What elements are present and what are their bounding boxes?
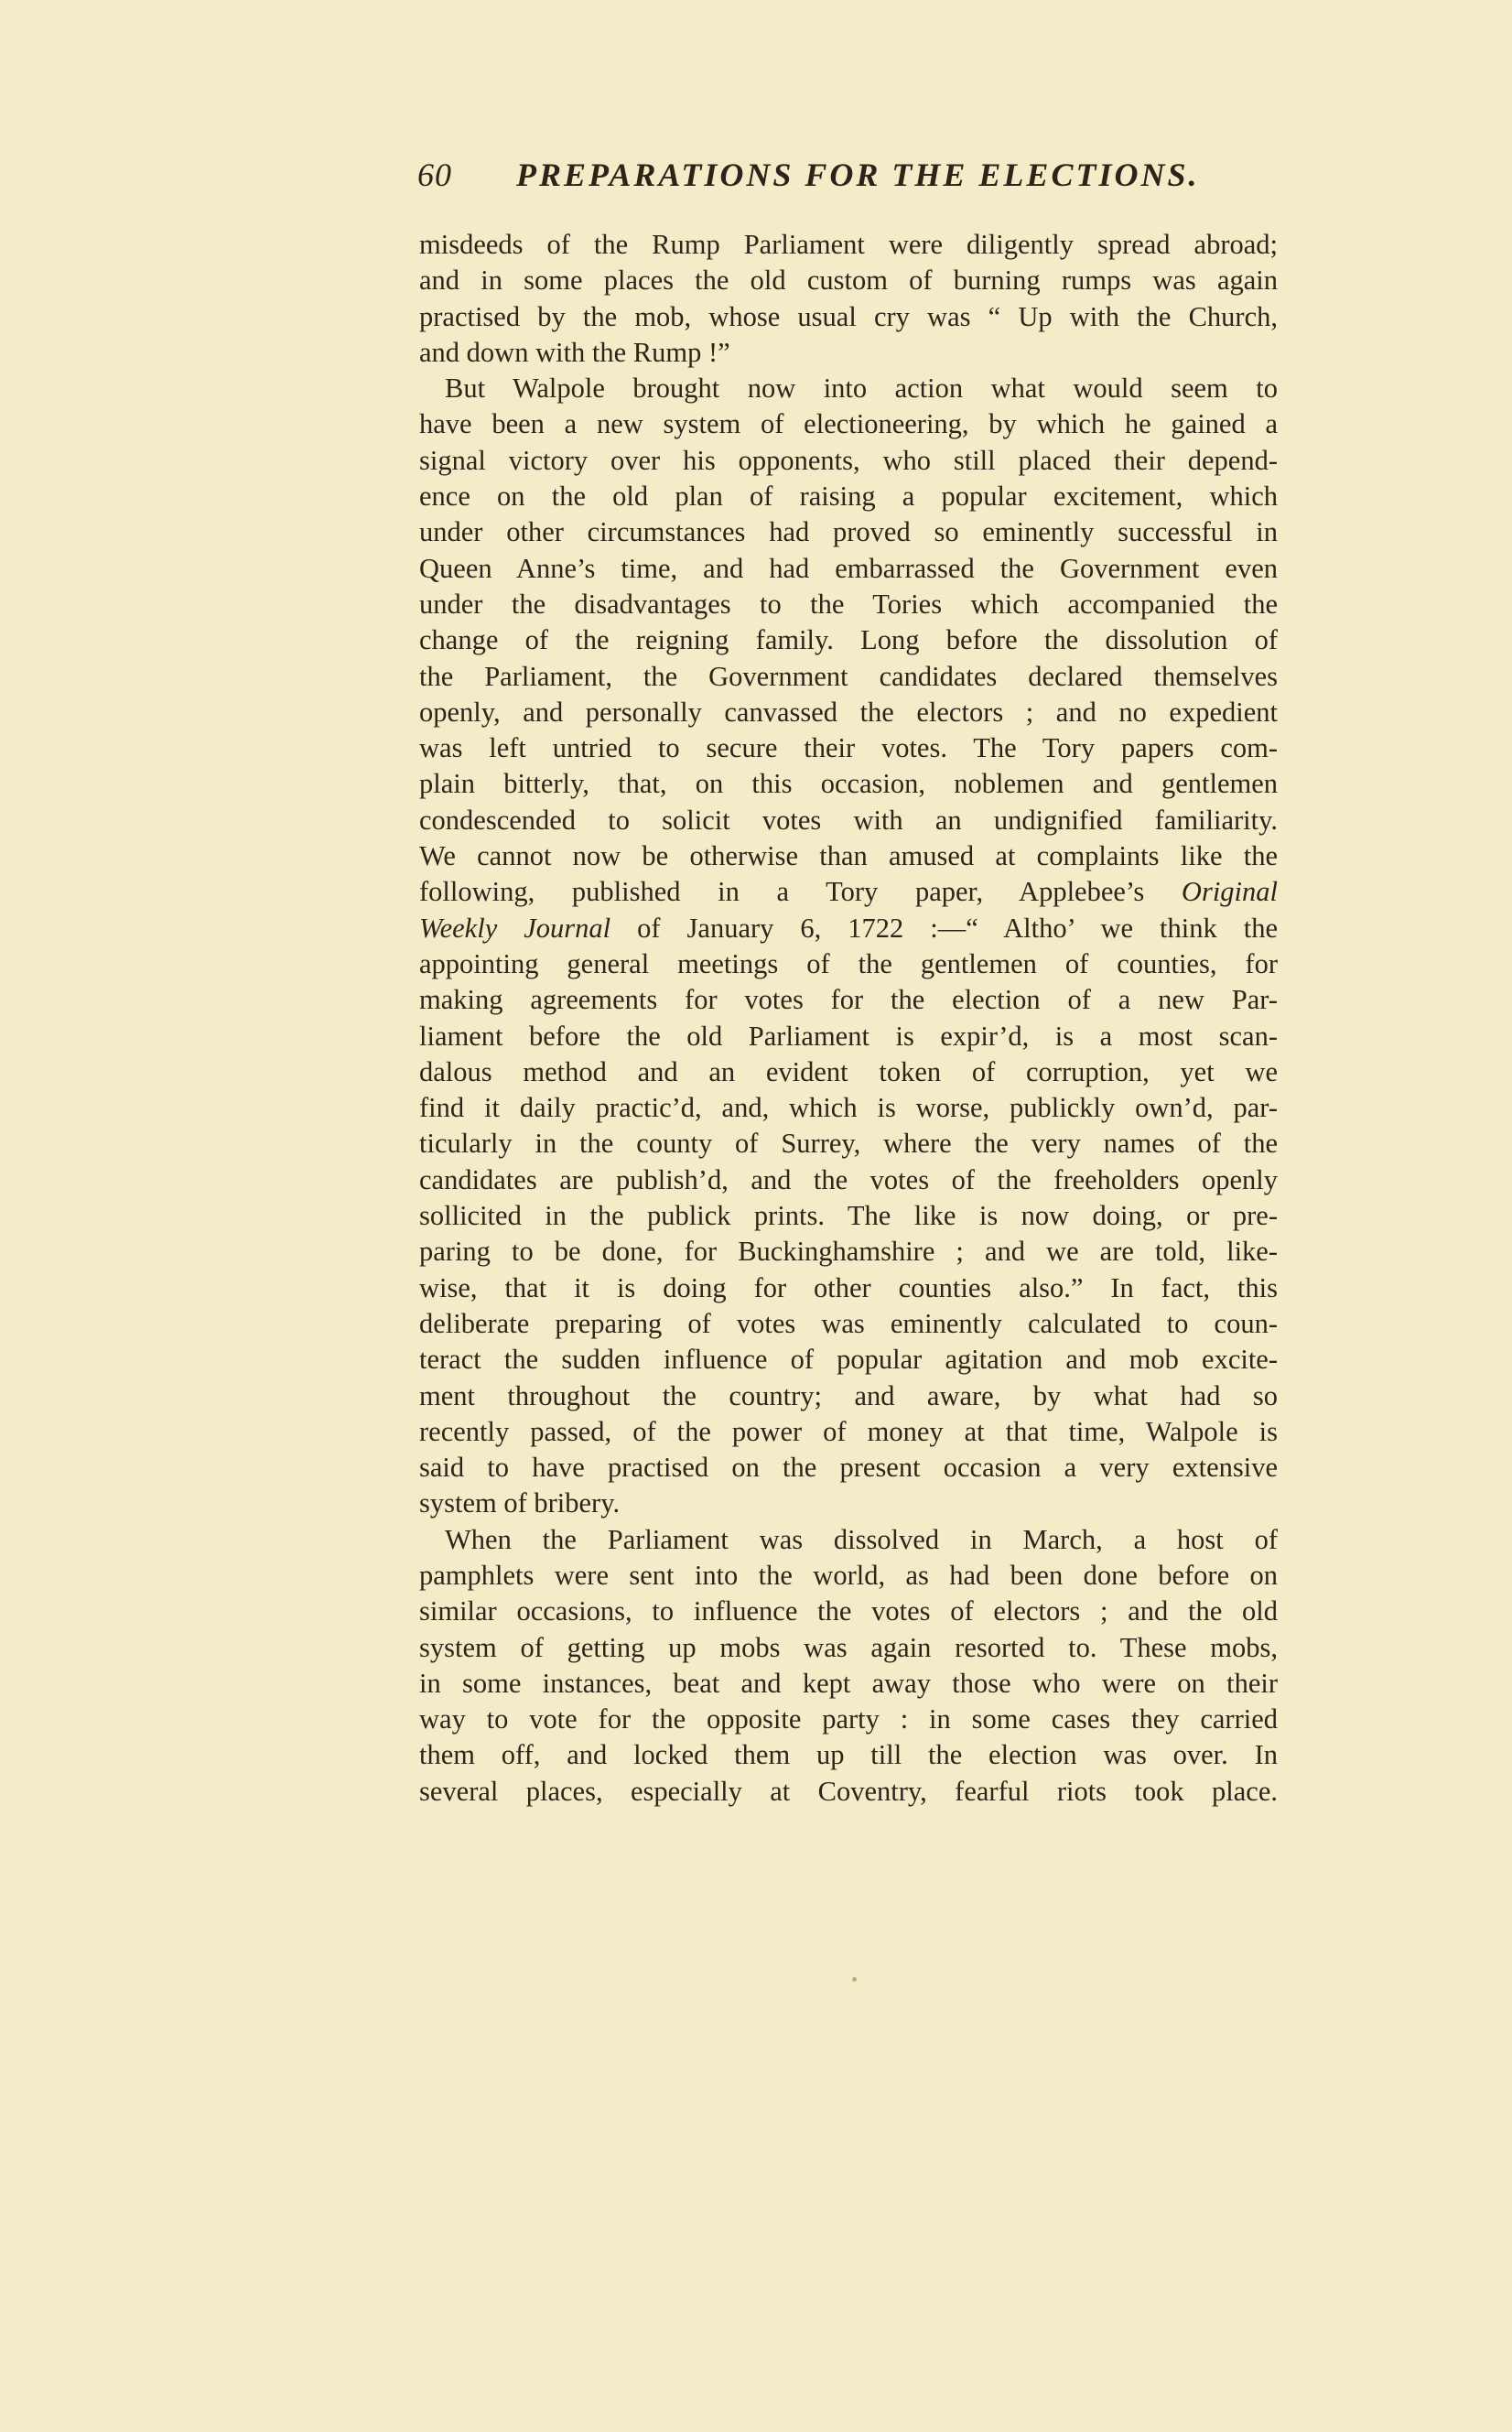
periodical-title: Weekly Journal: [419, 912, 611, 944]
text-line: find it daily practic’d, and, which is worse, publickly own’d, par-: [419, 1092, 1278, 1124]
text-line: sollicited in the publick prints. The like is now doing, or pre-: [419, 1200, 1278, 1232]
text-line: several places, especially at Coventry, fearful riots took place.: [419, 1775, 1278, 1807]
text-line: pamphlets were sent into the world, as had been done before on: [419, 1559, 1278, 1591]
running-title: PREPARATIONS FOR THE ELECTIONS.: [516, 157, 1200, 193]
text-line: Queen Anne’s time, and had embarrassed the Government even: [419, 552, 1278, 584]
periodical-title: Original: [1181, 876, 1278, 908]
text-line: But Walpole brought now into action what would seem to: [445, 373, 1278, 405]
text-line: and down with the Rump !”: [419, 336, 730, 368]
text-line: [419, 911, 1278, 946]
text-line: openly, and personally canvassed the electors ; and no expedient: [419, 696, 1278, 728]
text-line: misdeeds of the Rump Parliament were diligently spread abroad;: [419, 229, 1278, 260]
text-line: change of the reigning family. Long before the dissolution of: [419, 624, 1278, 656]
text-segment: following, published in a Tory paper, Applebee’s: [419, 876, 1145, 908]
text-line: wise, that it is doing for other counties also.” In fact, this: [419, 1271, 1278, 1303]
page-header: [417, 156, 1278, 207]
paper-speck: [852, 1977, 857, 1982]
body-text: [419, 227, 1278, 1810]
text-line: the Parliament, the Government candidates declared themselves: [419, 660, 1278, 692]
text-line: recently passed, of the power of money at that time, Walpole is: [419, 1415, 1278, 1447]
text-line: When the Parliament was dissolved in March, a host of: [445, 1523, 1278, 1555]
page-number: 60: [417, 157, 452, 193]
text-line: have been a new system of electioneering, by which he gained a: [419, 408, 1278, 440]
text-line: condescended to solicit votes with an undignified familiarity.: [419, 804, 1278, 836]
text-line: signal victory over his opponents, who still placed their depend-: [419, 444, 1278, 476]
text-line: practised by the mob, whose usual cry was “ Up with the Church,: [419, 300, 1278, 332]
text-line: under other circumstances had proved so eminently successful in: [419, 516, 1278, 548]
text-segment: of January 6, 1722 :—“ Altho’ we think the: [637, 912, 1278, 944]
text-line: ment throughout the country; and aware, by what had so: [419, 1379, 1278, 1411]
text-line: similar occasions, to influence the votes of electors ; and the old: [419, 1595, 1278, 1627]
text-line: liament before the old Parliament is expir’d, is a most scan-: [419, 1020, 1278, 1052]
text-line: in some instances, beat and kept away those who were on their: [419, 1667, 1278, 1699]
text-line: them off, and locked them up till the election was over. In: [419, 1739, 1278, 1771]
text-line: under the disadvantages to the Tories which accompanied the: [419, 588, 1278, 620]
text-line: ence on the old plan of raising a popular excitement, which: [419, 481, 1278, 513]
text-line: ticularly in the county of Surrey, where the very names of the: [419, 1128, 1278, 1160]
text-line: plain bitterly, that, on this occasion, noblemen and gentlemen: [419, 768, 1278, 800]
text-line: appointing general meetings of the gentlemen of counties, for: [419, 947, 1278, 979]
text-line: making agreements for votes for the election of a new Par-: [419, 984, 1278, 1016]
text-line: candidates are publish’d, and the votes of the freeholders openly: [419, 1163, 1278, 1195]
text-line: teract the sudden influence of popular agitation and mob excite-: [419, 1344, 1278, 1376]
text-line: We cannot now be otherwise than amused at complaints like the: [419, 840, 1278, 872]
text-line: paring to be done, for Buckinghamshire ; and we are told, like-: [419, 1236, 1278, 1268]
text-line: dalous method and an evident token of corruption, yet we: [419, 1055, 1278, 1087]
text-line: said to have practised on the present occasion a very extensive: [419, 1452, 1278, 1484]
text-line: way to vote for the opposite party : in some cases they carried: [419, 1703, 1278, 1735]
text-line: deliberate preparing of votes was eminently calculated to coun-: [419, 1307, 1278, 1339]
text-line: system of getting up mobs was again resorted to. These mobs,: [419, 1631, 1278, 1663]
text-line: [419, 874, 1278, 910]
text-line: was left untried to secure their votes. The Tory papers com-: [419, 732, 1278, 764]
text-line: system of bribery.: [419, 1487, 621, 1519]
text-line: and in some places the old custom of burning rumps was again: [419, 265, 1278, 297]
